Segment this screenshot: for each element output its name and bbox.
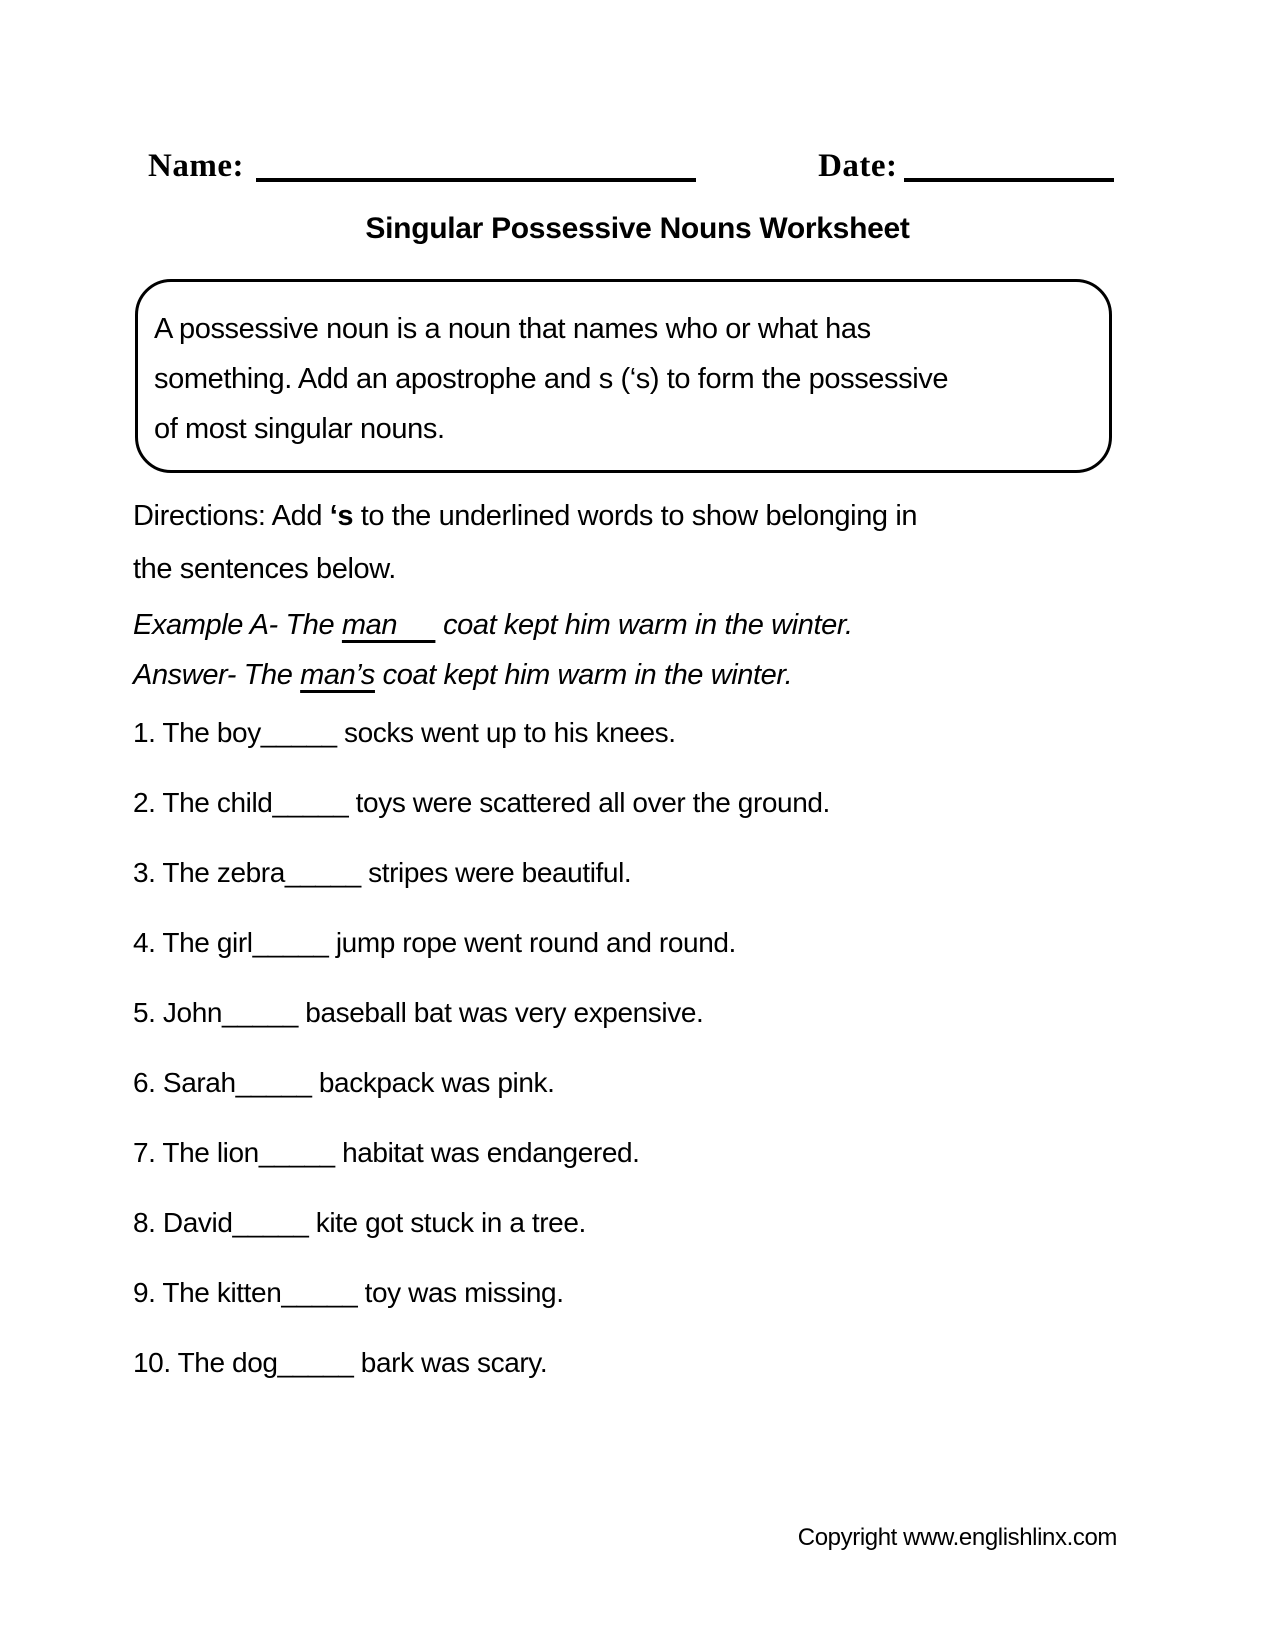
sentence-item: 8. David_____ kite got stuck in a tree. <box>133 1207 586 1238</box>
example-line <box>133 600 853 650</box>
sentence-item: 2. The child_____ toys were scattered all over the ground. <box>133 787 830 818</box>
sentence-item: 10. The dog_____ bark was scary. <box>133 1347 548 1378</box>
date-blank-line <box>904 178 1114 182</box>
text-segment: man’s <box>300 659 375 691</box>
text-segment: coat kept him warm in the winter. <box>374 659 793 691</box>
definition-line: something. Add an apostrophe and s (‘s) to form the possessive <box>154 363 949 395</box>
sentence-item: 5. John_____ baseball bat was very expensive. <box>133 997 704 1028</box>
name-label: Name: <box>148 148 244 184</box>
sentence-item: 4. The girl_____ jump rope went round and round. <box>133 927 736 958</box>
name-blank-line <box>256 178 696 182</box>
copyright-text: Copyright www.englishlinx.com <box>797 1524 1117 1551</box>
sentence-item: 1. The boy_____ socks went up to his knees. <box>133 717 676 748</box>
definition-box <box>135 279 1112 473</box>
text-segment: Answer- The <box>133 659 301 691</box>
text-segment: the sentences below. <box>133 553 396 585</box>
directions-text <box>133 490 917 596</box>
date-label: Date: <box>818 148 898 184</box>
directions-line <box>133 543 917 596</box>
sentence-list <box>133 716 830 1416</box>
date-group <box>818 148 1114 185</box>
text-segment: Directions: Add <box>133 500 330 532</box>
example-line <box>133 650 853 700</box>
definition-line: A possessive noun is a noun that names who or what has <box>154 313 871 345</box>
worksheet-title: Singular Possessive Nouns Worksheet <box>365 212 910 245</box>
text-segment: to the underlined words to show belonging in <box>353 500 918 532</box>
sentence-item: 9. The kitten_____ toy was missing. <box>133 1277 564 1308</box>
text-segment: Example A- The <box>133 609 342 641</box>
text-segment: ‘s <box>329 500 354 532</box>
definition-line: of most singular nouns. <box>154 413 445 445</box>
directions-line <box>133 490 917 543</box>
sentence-item: 6. Sarah_____ backpack was pink. <box>133 1067 555 1098</box>
text-segment: man <box>341 609 436 641</box>
header-row <box>148 148 1114 185</box>
text-segment: coat kept him warm in the winter. <box>435 609 853 641</box>
example-text <box>133 600 853 700</box>
sentence-item: 3. The zebra_____ stripes were beautiful. <box>133 857 632 888</box>
sentence-item: 7. The lion_____ habitat was endangered. <box>133 1137 640 1168</box>
